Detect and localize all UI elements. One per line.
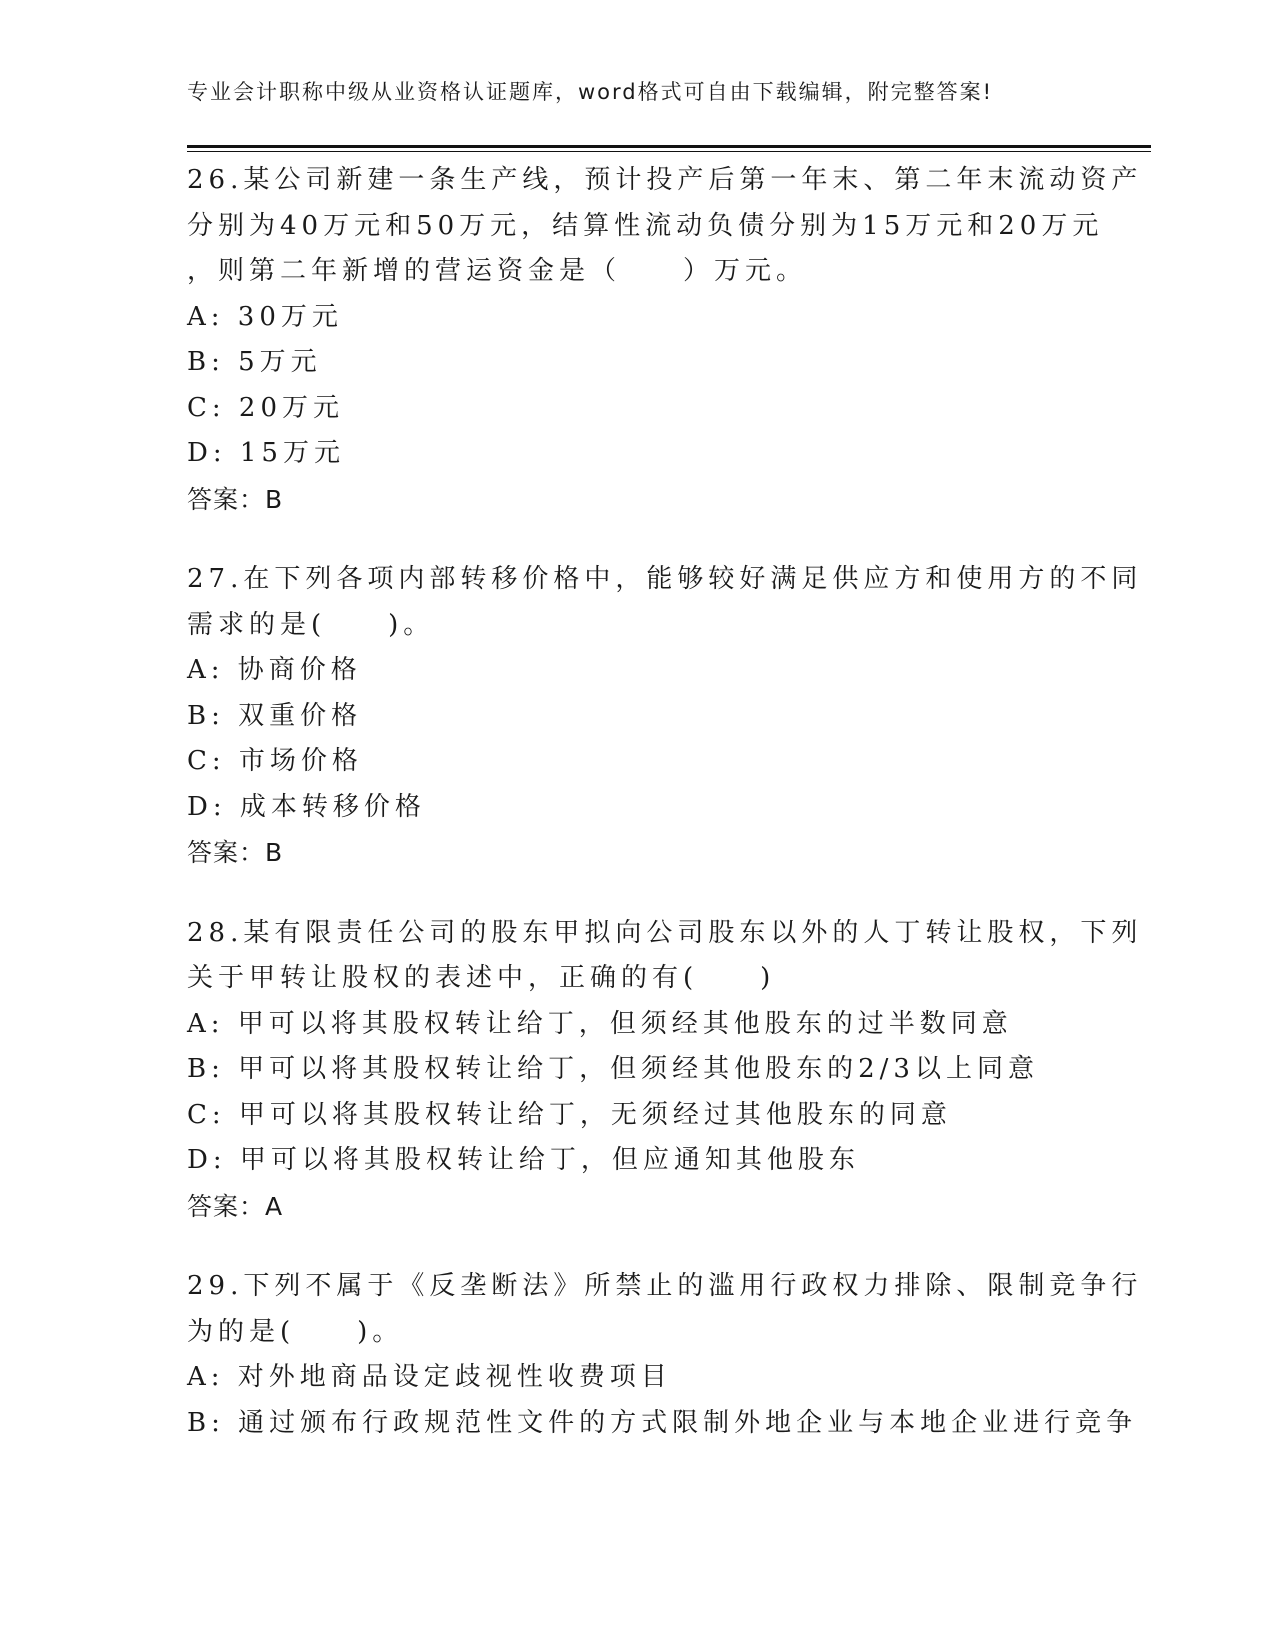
question-stem: 需求的是( )。 (187, 609, 435, 640)
option-b: B: 甲可以将其股权转让给丁，但须经其他股东的2/3以上同意 (187, 1054, 1039, 1084)
option-c: C: 市场价格 (187, 746, 363, 776)
option-a: A: 30万元 (187, 301, 343, 332)
option-d: D: 甲可以将其股权转让给丁，但应通知其他股东 (187, 1145, 860, 1175)
question-stem: 28.某有限责任公司的股东甲拟向公司股东以外的人丁转让股权，下列 (187, 917, 1143, 948)
option-c: C: 甲可以将其股权转让给丁，无须经过其他股东的同意 (187, 1099, 952, 1130)
question-28 (187, 911, 1143, 1230)
question-27 (187, 557, 1143, 876)
option-b: B: 双重价格 (187, 700, 363, 731)
question-stem: 为的是( )。 (187, 1316, 404, 1347)
answer: 答案：B (187, 838, 284, 867)
question-stem: 分别为40万元和50万元，结算性流动负债分别为15万元和20万元 (187, 210, 1104, 241)
answer: 答案：B (187, 484, 284, 514)
option-c: C: 20万元 (187, 392, 345, 423)
question-stem: 27.在下列各项内部转移价格中，能够较好满足供应方和使用方的不同 (187, 564, 1143, 594)
option-a: A: 甲可以将其股权转让给丁，但须经其他股东的过半数同意 (187, 1008, 1013, 1039)
answer: 答案：A (187, 1191, 284, 1221)
option-a: A: 协商价格 (187, 655, 362, 685)
option-d: D: 15万元 (187, 438, 345, 468)
question-stem: ，则第二年新增的营运资金是（ ）万元。 (187, 256, 808, 286)
header-divider-thin (187, 151, 1151, 152)
option-b: B: 5万元 (187, 347, 322, 377)
question-stem: 关于甲转让股权的表述中，正确的有( ) (187, 963, 776, 993)
question-26 (187, 158, 1143, 522)
header-divider (187, 145, 1151, 148)
question-stem: 26.某公司新建一条生产线，预计投产后第一年末、第二年末流动资产 (187, 165, 1143, 195)
page-header: 专业会计职称中级从业资格认证题库，word格式可自由下载编辑，附完整答案! (187, 80, 994, 104)
question-stem: 29.下列不属于《反垄断法》所禁止的滥用行政权力排除、限制竞争行 (187, 1271, 1143, 1301)
option-a: A: 对外地商品设定歧视性收费项目 (187, 1362, 672, 1392)
option-d: D: 成本转移价格 (187, 791, 426, 822)
option-b: B: 通过颁布行政规范性文件的方式限制外地企业与本地企业进行竞争 (187, 1407, 1138, 1438)
question-list (187, 158, 1143, 1481)
question-29 (187, 1264, 1143, 1446)
